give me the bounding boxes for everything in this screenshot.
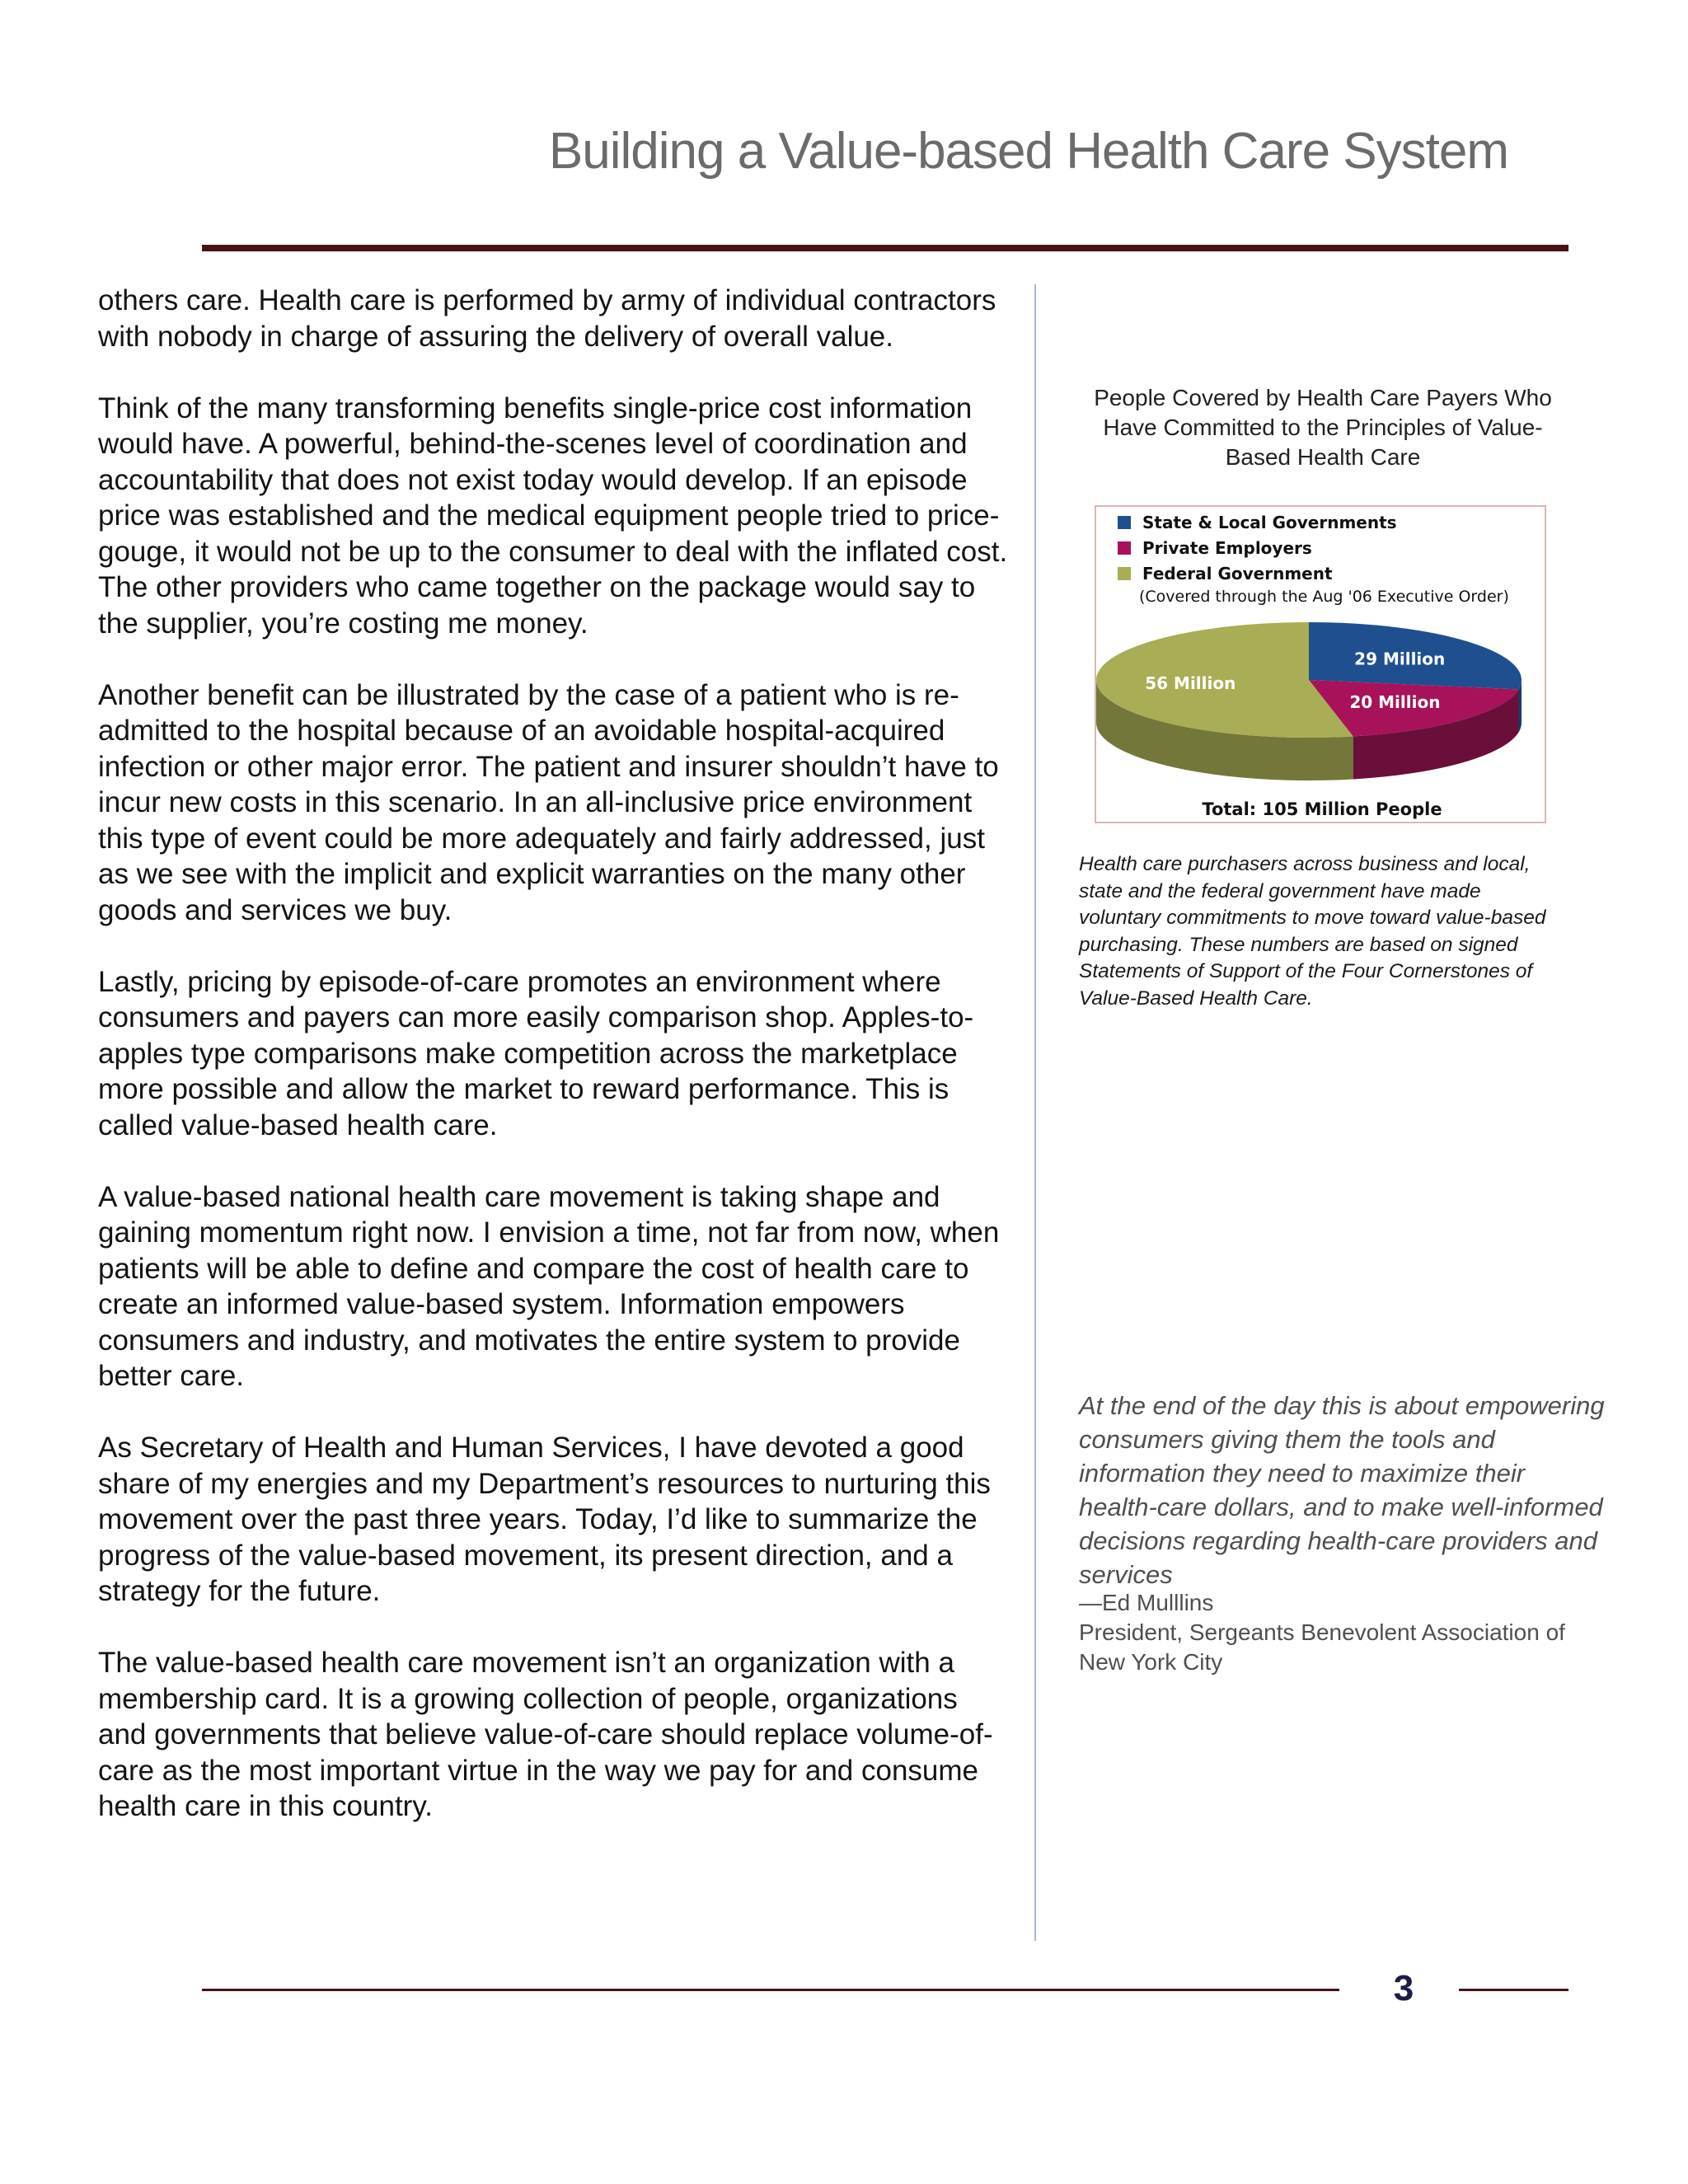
body-paragraph-3: Another benefit can be illustrated by the case of a patient who is re-admitted to the hospital because of an avoidable hospital-acquired infection or other major error. The patient and insurer shouldn’t have to incur new costs in this scenario. In an all-inclusive price environment this type of event could be more adequately and fairly addressed, just as we see with the implicit and explicit warranties on the many other goods and services we buy. <box>98 678 999 926</box>
header-rule <box>202 245 1568 251</box>
legend-label-state-local: State & Local Governments <box>1142 513 1397 532</box>
page-number: 3 <box>1393 1968 1414 2008</box>
body-paragraph-1: others care. Health care is performed by army of individual contractors with nobody in charge of assuring the delivery of overall value. <box>98 284 996 353</box>
body-paragraph-4: Lastly, pricing by episode-of-care promotes an environment where consumers and payers can more easily comparison shop. Apples-to-apples type comparisons make competition across the marketplace more possible and allow the market to reward performance. This is called value-based health care. <box>98 965 974 1141</box>
chart-caption: Health care purchasers across business and local, state and the federal government have made voluntary commitments to move toward value-based purchasing. These numbers are based on signed Statements of Support of the Four Cornerstones of Value-Based Health Care. <box>1079 853 1546 1010</box>
footer-rule-right <box>1459 1989 1568 1991</box>
legend-label-federal: Federal Government <box>1142 564 1333 583</box>
attribution-title: President, Sergeants Benevolent Association of New York City <box>1079 1619 1565 1675</box>
pie-slice-label-2: 56 Million <box>1145 673 1236 694</box>
pie-slice-label-0: 29 Million <box>1354 649 1446 669</box>
pie-chart <box>1096 507 1548 825</box>
page-header-title: Building a Value-based Health Care System <box>548 123 1508 180</box>
quote-attribution <box>1079 1588 1606 1677</box>
attribution-name: —Ed Mulllins <box>1079 1590 1214 1615</box>
legend-swatch-private <box>1118 541 1131 555</box>
legend-note: (Covered through the Aug '06 Executive Order) <box>1139 588 1509 606</box>
body-paragraph-7: The value-based health care movement isn’t an organization with a membership card. It is a growing collection of people, organizations and governments that believe value-of-care should replace volume-of-care as the most important virtue in the way we pay for and consume health care in this country. <box>98 1647 993 1822</box>
chart-title: People Covered by Health Care Payers Who Have Committed to the Principles of Value-Based Health Care <box>1094 385 1552 470</box>
body-column <box>98 283 1013 1860</box>
legend-swatch-state-local <box>1118 516 1131 529</box>
footer-rule-left <box>202 1989 1339 1991</box>
pull-quote: At the end of the day this is about empowering consumers giving them the tools and information they need to maximize their health-care dollars, and to make well-informed decisions regarding health-care providers and services <box>1079 1391 1605 1589</box>
pie-slice-label-1: 20 Million <box>1349 692 1441 713</box>
body-paragraph-5: A value-based national health care movement is taking shape and gaining momentum right now. I envision a time, not far from now, when patients will be able to define and compare the cost of health care to create an informed value-based system. Information empowers consumers and industry, and motivates the entire system to provide better care. <box>98 1180 1000 1392</box>
legend-label-private: Private Employers <box>1142 538 1312 558</box>
legend-swatch-federal <box>1118 567 1131 580</box>
body-paragraph-2: Think of the many transforming benefits single-price cost information would have. A powerful, behind-the-scenes level of coordination and accountability that does not exist today would develop. If an episode price was established and the medical equipment people tried to price-gouge, it would not be up to the consumer to deal with the inflated cost. The other providers who came together on the package would say to the supplier, you’re costing me money. <box>98 391 1008 640</box>
pie-chart-box <box>1095 505 1546 823</box>
chart-total-label: Total: 105 Million People <box>1202 799 1442 819</box>
column-divider <box>1034 284 1036 1941</box>
body-paragraph-6: As Secretary of Health and Human Services, I have devoted a good share of my energies and my Department’s resources to nurturing this movement over the past three years. Today, I’d like to summarize the progress of the value-based movement, its present direction, and a strategy for the future. <box>98 1432 991 1607</box>
